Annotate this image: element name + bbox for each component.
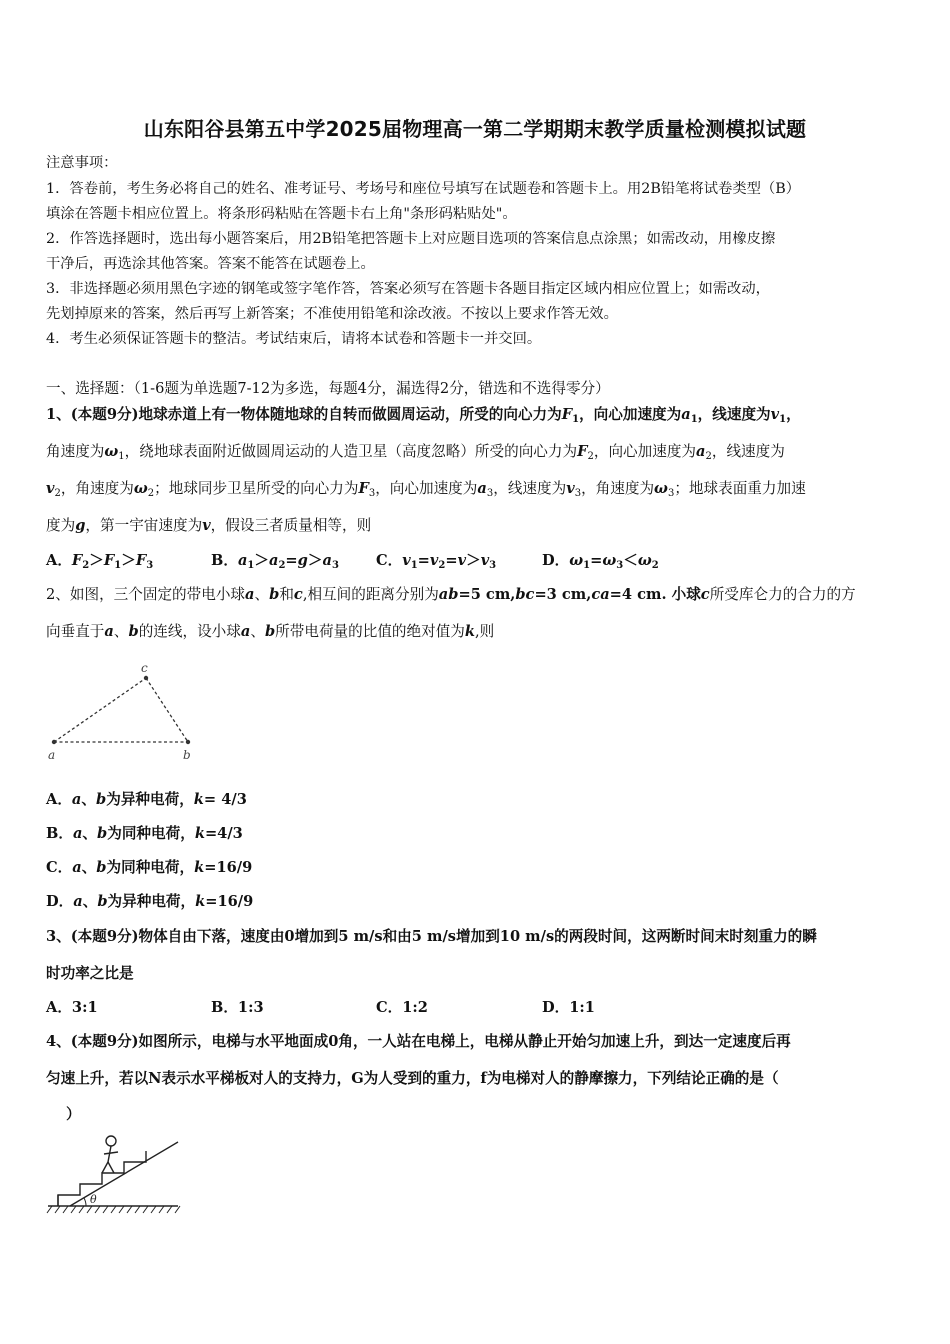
notes-heading: 注意事项： xyxy=(46,155,118,171)
q4-line-2: 匀速上升，若以N表示水平梯板对人的支持力，G为人受到的重力，f为电梯对人的静摩擦力，下列结论正确的是（ xyxy=(46,1070,779,1087)
q3-option-c: C．1:2 xyxy=(376,999,428,1016)
q3-line-1: 3、(本题9分)物体自由下落，速度由0增加到5 m/s和由5 m/s增加到10 m/s的两段时间，这两断时间末时刻重力的瞬 xyxy=(46,928,817,945)
section-heading: 一、选择题：（1-6题为单选题7-12为多选，每题4分，漏选得2分，错选和不选得零分） xyxy=(46,380,610,397)
q1-line-1: 1、(本题9分)地球赤道上有一物体随地球的自转而做圆周运动，所受的向心力为$F_1$，向心加速度为$a_1$，线速度为$v_1$， xyxy=(46,406,801,425)
notes-line: 1．答卷前，考生务必将自己的姓名、准考证号、考场号和座位号填写在试题卷和答题卡上。用2B铅笔将试卷类型（B） xyxy=(46,181,801,197)
triangle-figure xyxy=(40,660,210,765)
q4-line-1: 4、(本题9分)如图所示，电梯与水平地面成0角，一人站在电梯上，电梯从静止开始匀加速上升，到达一定速度后再 xyxy=(46,1033,791,1050)
q3-line-2: 时功率之比是 xyxy=(46,965,134,982)
notes-line: 填涂在答题卡相应位置上。将条形码粘贴在答题卡右上角"条形码粘贴处"。 xyxy=(46,206,517,222)
q1-option-b: B．$a_1>a_2=g>a_3$ xyxy=(211,552,339,571)
q1-option-a: A．$F_2>F_1>F_3$ xyxy=(46,552,154,571)
point-b-label: b xyxy=(183,748,191,762)
q1-option-c: C．$v_1=v_2=v>v_3$ xyxy=(376,552,497,571)
theta-label: θ xyxy=(90,1193,97,1206)
point-a-label: a xyxy=(48,748,56,762)
q2-line-2: 向垂直于a、b的连线，设小球a、b所带电荷量的比值的绝对值为k,则 xyxy=(46,623,495,640)
notes-line: 2．作答选择题时，选出每小题答案后，用2B铅笔把答题卡上对应题目选项的答案信息点涂黑；如需改动，用橡皮擦 xyxy=(46,231,776,247)
q1-option-d: D．$\omega_1=\omega_3<\omega_2$ xyxy=(542,552,659,571)
q1-line-2: 角速度为$\omega_1$，绕地球表面附近做圆周运动的人造卫星（高度忽略）所受的向心力为$F_2$，向心加速度为$a_2$，线速度为 xyxy=(46,443,785,462)
q2-line-1: 2、如图，三个固定的带电小球a、b和c,相互间的距离分别为ab=5 cm,bc=3 cm,ca=4 cm. 小球c所受库仑力的合力的方 xyxy=(46,586,856,603)
exam-title: 山东阳谷县第五中学2025届物理高一第二学期期末教学质量检测模拟试题 xyxy=(143,117,807,141)
notes-line: 4．考生必须保证答题卡的整洁。考试结束后，请将本试卷和答题卡一并交回。 xyxy=(46,331,542,347)
q3-option-b: B．1:3 xyxy=(211,999,264,1016)
q2-option-d: D．a、b为异种电荷，k=16/9 xyxy=(46,893,254,910)
q1-line-4: 度为g，第一宇宙速度为v，假设三者质量相等，则 xyxy=(46,517,372,534)
q2-option-c: C．a、b为同种电荷，k=16/9 xyxy=(46,859,253,876)
q2-option-b: B．a、b为同种电荷，k=4/3 xyxy=(46,825,243,842)
q4-line-3: ） xyxy=(66,1106,81,1123)
q3-option-d: D．1:1 xyxy=(542,999,595,1016)
notes-line: 干净后，再选涂其他答案。答案不能答在试题卷上。 xyxy=(46,256,375,272)
point-c-label: c xyxy=(141,661,148,675)
q3-option-a: A．3:1 xyxy=(46,999,98,1016)
notes-line: 3．非选择题必须用黑色字迹的钢笔或签字笔作答，答案必须写在答题卡各题目指定区域内相应位置上；如需改动， xyxy=(46,281,770,297)
q1-line-3: $v_2$，角速度为$\omega_2$；地球同步卫星所受的向心力为$F_3$，向心加速度为$a_3$，线速度为$v_3$，角速度为$\omega_3$；地球表面重力加速 xyxy=(46,480,806,499)
escalator-figure xyxy=(44,1132,184,1216)
q2-option-a: A．a、b为异种电荷，k= 4/3 xyxy=(46,791,247,808)
notes-line: 先划掉原来的答案，然后再写上新答案；不准使用铅笔和涂改液。不按以上要求作答无效。 xyxy=(46,306,618,322)
